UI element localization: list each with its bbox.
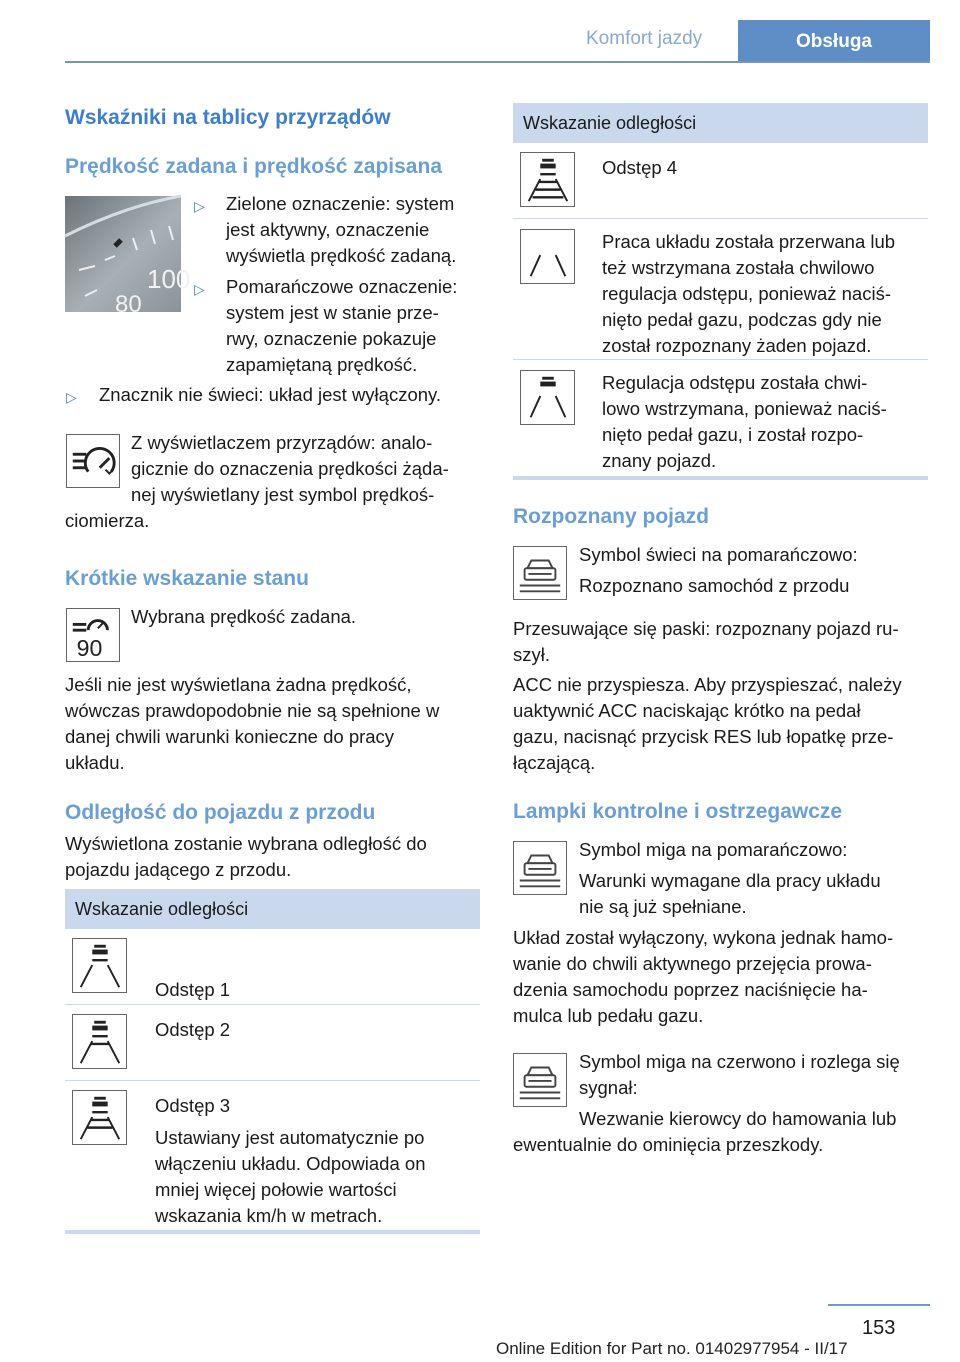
bullet-off-text: Znacznik nie świeci: układ jest wyłączony. bbox=[99, 384, 442, 405]
distance-3-label: Odstęp 3 bbox=[155, 1095, 231, 1116]
distance-table-left bbox=[65, 889, 480, 1234]
distance-4-label: Odstęp 4 bbox=[602, 157, 678, 178]
bullet-icon: ▷ bbox=[194, 198, 205, 214]
distance-3-icon bbox=[72, 1090, 127, 1145]
table-row bbox=[65, 1081, 480, 1230]
header-rule bbox=[65, 61, 930, 63]
warning-orange-text: Symbol miga na pomarańczowo: bbox=[579, 839, 848, 860]
set-speed-value: 90 bbox=[76, 635, 103, 662]
vehicle-text-2: Rozpoznano samochód z przodu bbox=[579, 575, 850, 596]
table-header: Wskazanie odległości bbox=[513, 103, 928, 143]
warning-red-text: Symbol miga na czerwono i rozlega się sygnał: bbox=[579, 1051, 900, 1098]
distance-3-text: Ustawiany jest automatycznie po włączeniu układu. Odpowiada on mniej więcej połowie wartości wskazania km/h w metrach. bbox=[155, 1127, 426, 1226]
section-heading-speed: Prędkość zadana i prędkość zapisana bbox=[65, 155, 442, 178]
page-title: Wskaźniki na tablicy przyrządów bbox=[65, 106, 391, 129]
warning-red-detail-2: ewentualnie do ominięcia przeszkody. bbox=[513, 1134, 824, 1155]
warning-orange-detail: Warunki wymagane dla pracy układu nie są już spełniane. bbox=[579, 870, 881, 917]
distance-paragraph: Wyświetlona zostanie wybrana odległość do pojazdu jadącego z przodu. bbox=[65, 833, 427, 880]
distance-interrupted-text: Praca układu została przerwana lub też wstrzymana została chwilowo regulacja odstępu, ponieważ naciś- nięto pedał gazu, podczas gdy nie został rozpoznany żaden pojazd. bbox=[602, 231, 896, 356]
vehicle-warning-icon bbox=[513, 841, 567, 895]
bullet-icon: ▷ bbox=[66, 389, 77, 405]
vehicle-text-1: Symbol świeci na pomarańczowo: bbox=[579, 544, 858, 565]
warning-red-detail-1: Wezwanie kierowcy do hamowania lub bbox=[579, 1108, 897, 1129]
bullet-orange-text: Pomarańczowe oznaczenie: system jest w stanie prze- rwy, oznaczenie pokazuje zapamiętaną prędkość. bbox=[226, 276, 458, 375]
table-row bbox=[65, 1005, 480, 1080]
speedometer-symbol-icon bbox=[66, 434, 120, 488]
speedometer-image bbox=[65, 196, 191, 318]
no-speed-paragraph: Jeśli nie jest wyświetlana żadna prędkość, wówczas prawdopodobnie nie są spełnione w danej chwili warunki konieczne do pracy układu. bbox=[65, 674, 440, 773]
distance-2-icon bbox=[72, 1014, 127, 1069]
distance-1-label: Odstęp 1 bbox=[155, 979, 231, 1000]
gauge-label-80: 80 bbox=[115, 291, 142, 318]
distance-table-right bbox=[513, 103, 928, 480]
table-row bbox=[513, 143, 928, 218]
distance-4-icon bbox=[520, 152, 575, 207]
bullet-green-text: Zielone oznaczenie: system jest aktywny, oznaczenie wyświetla prędkość zadaną. bbox=[226, 193, 457, 266]
table-row bbox=[65, 929, 480, 1004]
vehicle-detected-icon bbox=[513, 546, 567, 600]
display-symbol-text-end: ciomierza. bbox=[65, 510, 150, 531]
page-number: 153 bbox=[862, 1317, 896, 1339]
table-header: Wskazanie odległości bbox=[65, 889, 480, 929]
distance-interrupted-icon bbox=[520, 229, 575, 284]
section-heading-warning: Lampki kontrolne i ostrzegawcze bbox=[513, 800, 843, 823]
vehicle-alarm-icon bbox=[513, 1053, 567, 1107]
system-off-paragraph: Układ został wyłączony, wykona jednak hamo- wanie do chwili aktywnego przejęcia prowa- dzenia samochodu poprzez naciśnięcie ha- mulca lub pedału gazu. bbox=[513, 927, 894, 1026]
display-symbol-text: Z wyświetlaczem przyrządów: analo- gicznie do oznaczenia prędkości żąda- nej wyświetlany jest symbol prędkoś- bbox=[131, 432, 449, 505]
table-row bbox=[513, 360, 928, 476]
header-section-label: Komfort jazdy bbox=[586, 28, 703, 49]
set-speed-icon bbox=[66, 608, 120, 662]
section-heading-status: Krótkie wskazanie stanu bbox=[65, 567, 309, 590]
gauge-label-100: 100 bbox=[147, 264, 191, 294]
footer-rule bbox=[828, 1304, 930, 1306]
moving-bars-paragraph: Przesuwające się paski: rozpoznany pojazd ru- szył. bbox=[513, 618, 899, 665]
table-row bbox=[513, 219, 928, 359]
distance-2-label: Odstęp 2 bbox=[155, 1019, 231, 1040]
distance-paused-text: Regulacja odstępu została chwi- lowo wstrzymana, ponieważ naciś- nięto pedał gazu, i został rozpo- znany pojazd. bbox=[602, 372, 887, 471]
bullet-icon: ▷ bbox=[194, 281, 205, 297]
distance-1-icon bbox=[72, 938, 127, 993]
edition-note: Online Edition for Part no. 01402977954 - II/17 bbox=[496, 1339, 848, 1358]
acc-paragraph: ACC nie przyspiesza. Aby przyspieszać, należy uaktywnić ACC naciskając krótko na pedał gazu, nacisnąć przycisk RES lub łopatkę prze- łączającą. bbox=[513, 674, 902, 773]
header-chapter-tab[interactable]: Obsługa bbox=[738, 20, 930, 62]
distance-paused-icon bbox=[520, 370, 575, 425]
section-heading-vehicle: Rozpoznany pojazd bbox=[513, 505, 709, 528]
status-text: Wybrana prędkość zadana. bbox=[131, 606, 357, 627]
section-heading-distance: Odległość do pojazdu z przodu bbox=[65, 801, 376, 824]
